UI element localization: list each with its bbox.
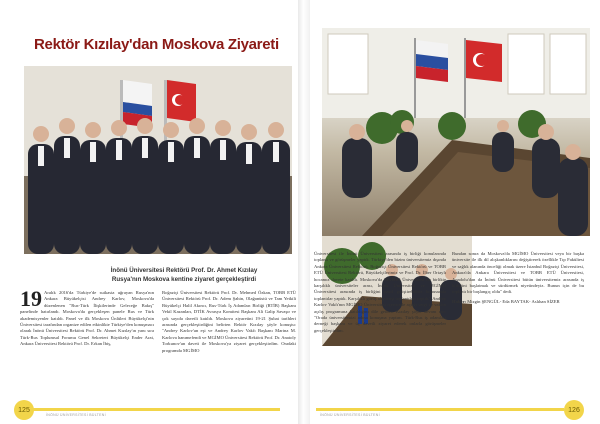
news-credit-label: Haber:: [452, 298, 467, 304]
right-footer-label: İNÖNÜ ÜNİVERSİTESİ BÜLTENİ: [320, 413, 380, 417]
left-footer-label: İNÖNÜ ÜNİVERSİTESİ BÜLTENİ: [46, 413, 106, 417]
left-page-column-1: [20, 286, 154, 348]
photo-caption: [84, 266, 284, 284]
left-column-1-text: Aralık 2016'da Türkiye'de suikasta uğrayan Rusya'nın Ankara Büyükelçisi Andrey Karlov, Moskova'da düzenlenen "Rus-Türk İlişkilerinde Geleceğe Bakış" panelinde hatırlandı. Moskova'da gerçekleşen panele Rus ve Türk akademisyenler katıldı. Panel ve ilk Moskova Ünlüleri Büyükelçi'nin Üniversitesi tarafından organize edilen etkinlikte Türkiye'den konuşmacı olarak İnönü Üniversitesi Rektörü Prof. Dr. Ahmet Kızılay'ın yanı sıra Türk-Rus Toplumsal Forumu Genel Sekreteri Büyükelçi Ender Arat, Ankara Üniversitesi Rektörü Prof. Dr. Erkan İbiş,: [20, 290, 154, 347]
news-credit: [452, 299, 584, 305]
left-footer-bar: [32, 408, 280, 411]
right-page-column-2: [452, 251, 584, 308]
left-page-column-2: [162, 290, 296, 354]
left-page: [14, 8, 298, 416]
page-number-right: 126: [564, 400, 584, 420]
left-column-2-text: Boğaziçi Üniversitesi Rektörü Prof. Dr. Mehmed Özkan, TOBB ETÜ Üniversitesi Rektörü Prof. Dr. Adem Şahin, Olağanüstü ve Tam Yetkili Büyükelçi Halil Akıncı, Rus-Türk İş Adamları Birliği (RTİB) Başkanı Vekil Kazanları, DTİK Avrasya Komitesi Başkanı Ali Galip Savaşır ve çok sayıda davetli katıldı. Moskova ziyaretini 19-21 Şubat tarihleri arasında gerçekleştirdiğini belirten Rektör Kızılay şöyle konuştu: "Andrey Karlov'un eşi ve Andrey Karlov Vakfı Başkanı Marina M. Karlova hanımefendi ve MGİMO Üniversitesi Rektörü Prof. Dr. Anatoly Torkunov'un daveti ile Moskova'ya ziyaret gerçekleştirdim. Oradaki programda MGİMO: [162, 290, 296, 353]
page-number-left: 125: [14, 400, 34, 420]
right-page-column-1: [314, 251, 446, 334]
group-photo: [24, 66, 292, 254]
page-gutter: [298, 0, 310, 424]
article-title: Rektör Kızılay'dan Moskova Ziyareti: [34, 36, 279, 53]
meeting-photo-illustration: [322, 28, 590, 236]
group-photo-illustration: [24, 66, 292, 254]
right-column-1-text: Üniversitesi ile İnönü Üniversitesi arasında iş birliği konularında toplantı ve görüşmeler yaptık. Türkiye'den bizim üniversitemiz dışında Ankara Üniversitesi Rektörü, Boğaziçi Üniversitesi Rektörü ve TOBB ETÜ Üniversitesi Rektörü, Büyükelçilerimiz ve Prof. Dr. İlber Ortaylı hocamız davete katıldı. Moskova'da MGİMO Üniversitesi ile birlikte karşılıklı üniversiteler arası, İnönü Üniversitesi ve MGİMO Üniversitesi arasında iş birliğini nasıl geliştirebiliriz konusunda toplantılar yaptık. Karşılıklı görüş alışverişi toplantıları yaptık." Andrey Karlov Vakfı'nın MGİMO Üniversitesi içerisinde açtığı sergi ve vakfın açılış programına katıldığını dile getiren Kızılay şöyle devam etti: "Orada üniversitemizi adına konuşma yaptım. Türk-Rus iş adamları derneği başkanı ve üç davetli ziyaret ederek onlarla görüşmeler gerçekleştirdim.: [314, 251, 446, 333]
news-credit-authors: Mizgin ŞENGÜL- Eda BAYTAK- Aslıhan SİZER: [467, 298, 560, 304]
meeting-photo: [322, 28, 590, 236]
caption-line-1: İnönü Üniversitesi Rektörü Prof. Dr. Ahmet Kızılay: [110, 267, 258, 274]
right-column-2-text: Bundan sonra da Moskova'da MGİMO Üniversitesi veya bir başka üniversite ile ilk dil alışkanlıklarını değiştirerek özellikle Tıp Fakültesi ve sağlık alanında önceliği olmak üzere İstanbul Boğaziçi Üniversitesi, Ankara'da Ankara Üniversitesi ve TOBB ETÜ Üniversitesi, Anadolu'dan da İnönü Üniversitesi bütün üniversitemiz arasında iş birliğini başlatmak ve sürdürmek niyetindeyiz. Bunun için de bu toplantı bir başlangıç oldu" dedi.: [452, 251, 584, 295]
right-footer-bar: [316, 408, 564, 411]
caption-line-2: Rusya'nın Moskova kentine ziyaret gerçekleştirdi: [111, 276, 257, 283]
drop-cap: 19: [20, 286, 42, 311]
right-page: [310, 8, 588, 416]
